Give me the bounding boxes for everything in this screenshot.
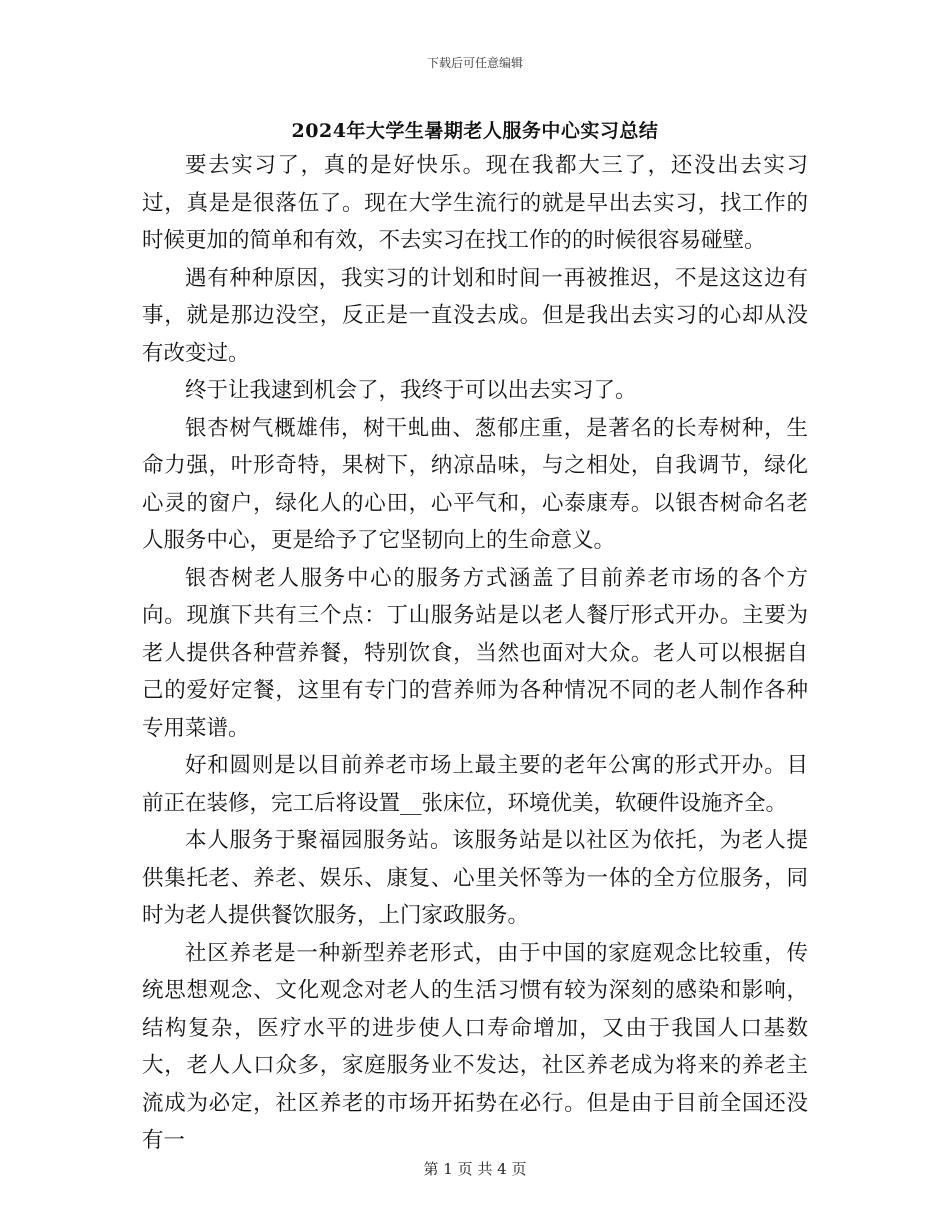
paragraph-2: 遇有种种原因，我实习的计划和时间一再被推迟，不是这这边有事，就是那边没空，反正是一直没去成。但是我出去实习的心却从没有改变过。 [142,265,808,366]
page-header-note: 下载后可任意编辑 [426,56,523,70]
paragraph-8: 社区养老是一种新型养老形式，由于中国的家庭观念比较重，传统思想观念、文化观念对老人的生活习惯有较为深刻的感染和影响，结构复杂，医疗水平的进步使人口寿命增加，又由于我国人口基数大，老人人口众多，家庭服务业不发达，社区养老成为将来的养老主流成为必定，社区养老的市场开拓势在必行。但是由于目前全国还没有一 [142,940,808,1153]
paragraph-7: 本人服务于聚福园服务站。该服务站是以社区为依托，为老人提供集托老、养老、娱乐、康复、心里关怀等为一体的全方位服务，同时为老人提供餐饮服务，上门家政服务。 [142,828,808,928]
paragraph-1: 要去实习了，真的是好快乐。现在我都大三了，还没出去实习过，真是是很落伍了。现在大学生流行的就是早出去实习，找工作的时候更加的简单和有效，不去实习在找工作的的时候很容易碰壁。 [142,153,808,253]
document-title: 2024年大学生暑期老人服务中心实习总结 [291,120,659,142]
paragraph-6: 好和圆则是以目前养老市场上最主要的老年公寓的形式开办。目前正在装修，完工后将设置__张床位，环境优美，软硬件设施齐全。 [142,753,808,816]
paragraph-4: 银杏树气概雄伟，树干虬曲、葱郁庄重，是著名的长寿树种，生命力强，叶形奇特，果树下，纳凉品味，与之相处，自我调节，绿化心灵的窗户，绿化人的心田，心平气和，心泰康寿。以银杏树命名老人服务中心，更是给予了它坚韧向上的生命意义。 [142,415,808,553]
paragraph-3: 终于让我逮到机会了，我终于可以出去实习了。 [185,378,637,403]
page-number-footer: 第 1 页 共 4 页 [423,1160,527,1178]
document-body [142,147,808,1160]
paragraph-5: 银杏树老人服务中心的服务方式涵盖了目前养老市场的各个方向。现旗下共有三个点：丁山服务站是以老人餐厅形式开办。主要为老人提供各种营养餐，特别饮食，当然也面对大众。老人可以根据自己的爱好定餐，这里有专门的营养师为各种情况不同的老人制作各种专用菜谱。 [142,565,808,741]
